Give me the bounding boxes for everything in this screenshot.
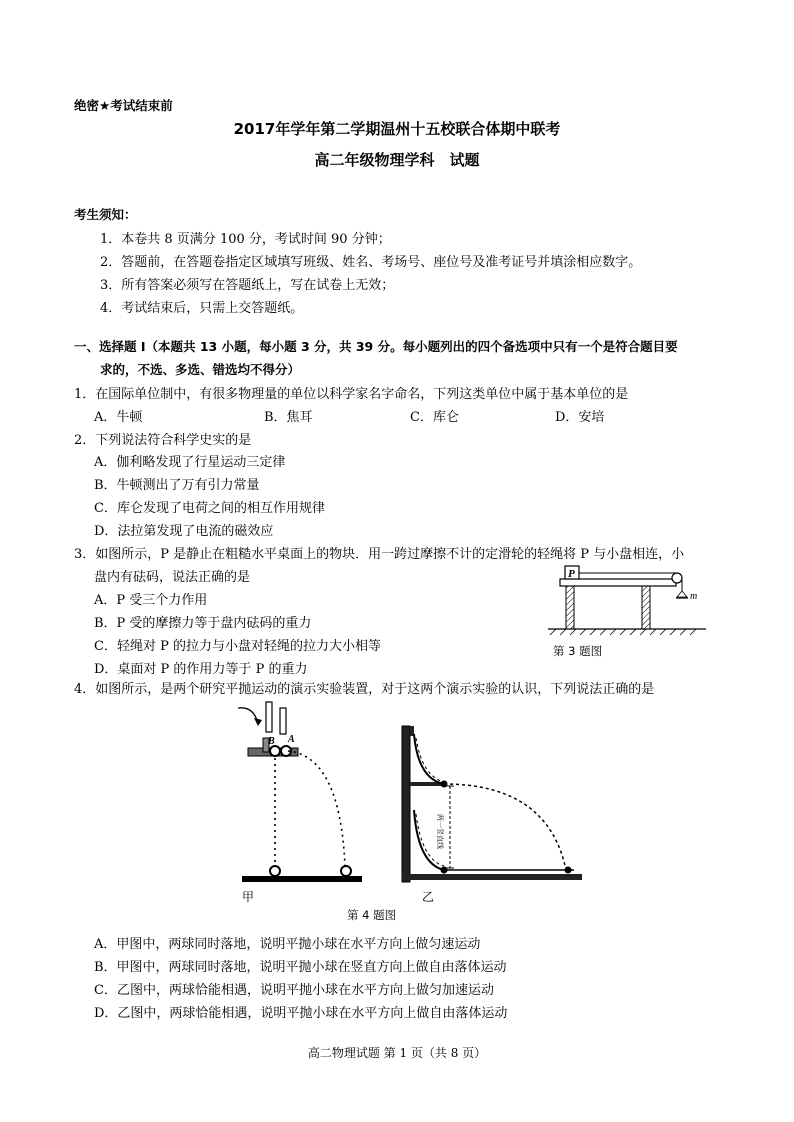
notice-item: 2．答题前，在答题卷指定区域填写班级、姓名、考场号、座位号及准考证号并填涂相应数字。 xyxy=(100,255,642,270)
q1-option-b: B．焦耳 xyxy=(264,410,313,425)
pulley xyxy=(672,573,682,583)
question-3-stem-cont: 盘内有砝码，说法正确的是 xyxy=(94,570,251,585)
label-b: B xyxy=(268,736,275,747)
q2-option-a: A．伽利略发现了行星运动三定律 xyxy=(94,455,286,470)
section-heading-cont: 求的，不选、多选、错选均不得分） xyxy=(100,362,301,377)
q3-option-b: B．P 受的摩擦力等于盘内砝码的重力 xyxy=(94,616,312,631)
q4-figure-caption: 第 4 题图 xyxy=(347,908,397,922)
q2-option-b: B．牛顿测出了万有引力常量 xyxy=(94,478,260,493)
q3-option-a: A．P 受三个力作用 xyxy=(94,593,208,608)
label-m: m xyxy=(690,591,698,602)
q2-option-d: D．法拉第发现了电流的磁效应 xyxy=(94,524,274,539)
q1-option-a: A．牛顿 xyxy=(94,410,143,425)
exam-title: 2017年学年第二学期温州十五校联合体期中联考 xyxy=(233,120,561,138)
label-a: A xyxy=(288,734,295,745)
notice-item: 3．所有答案必须写在答题纸上，写在试卷上无效； xyxy=(100,278,395,293)
q3-option-c: C．轻绳对 P 的拉力与小盘对轻绳的拉力大小相等 xyxy=(94,639,381,654)
secret-label: 绝密★考试结束前 xyxy=(74,98,173,113)
label-p: P xyxy=(568,568,575,580)
question-3-stem: 3．如图所示，P 是静止在粗糙水平桌面上的物块．用一跨过摩擦不计的定滑轮的轻绳将 P 与小盘相连，小 xyxy=(74,547,685,562)
q4-option-d: D．乙图中，两球恰能相遇，说明平抛小球在水平方向上做自由落体运动 xyxy=(94,1006,508,1021)
vertical-text: 两一竖直线 xyxy=(436,814,444,849)
exam-subtitle: 高二年级物理学科 试题 xyxy=(314,151,480,169)
q3-option-d: D．桌面对 P 的作用力等于 P 的重力 xyxy=(94,662,308,677)
notice-heading: 考生须知： xyxy=(74,207,137,222)
section-heading: 一、选择题 I（本题共 13 小题，每小题 3 分，共 39 分。每小题列出的四个备选项中只有一个是符合题目要 xyxy=(74,339,678,354)
q4-option-c: C．乙图中，两球恰能相遇，说明平抛小球在水平方向上做匀加速运动 xyxy=(94,983,494,998)
q4-option-a: A．甲图中，两球同时落地，说明平抛小球在水平方向上做匀速运动 xyxy=(94,937,481,952)
q2-option-c: C．库仑发现了电荷之间的相互作用规律 xyxy=(94,501,325,516)
q3-figure xyxy=(540,563,710,639)
q1-option-d: D．安培 xyxy=(555,410,605,425)
question-2-stem: 2．下列说法符合科学史实的是 xyxy=(74,433,252,448)
notice-item: 1．本卷共 8 页满分 100 分，考试时间 90 分钟； xyxy=(100,232,391,247)
label-jia: 甲 xyxy=(242,890,255,904)
page-footer: 高二物理试题 第 1 页（共 8 页） xyxy=(307,1046,487,1060)
q1-option-c: C．库仑 xyxy=(410,410,459,425)
q4-option-b: B．甲图中，两球同时落地，说明平抛小球在竖直方向上做自由落体运动 xyxy=(94,960,507,975)
q3-figure-caption: 第 3 题图 xyxy=(553,644,603,658)
q4-figure-left xyxy=(228,700,378,886)
question-1-stem: 1．在国际单位制中，有很多物理量的单位以科学家名字命名，下列这类单位中属于基本单位的是 xyxy=(74,387,629,402)
q4-figure-right xyxy=(398,724,588,884)
notice-item: 4．考试结束后，只需上交答题纸。 xyxy=(100,301,304,316)
question-4-stem: 4．如图所示，是两个研究平抛运动的演示实验装置，对于这两个演示实验的认识，下列说法正确的是 xyxy=(74,682,655,697)
label-yi: 乙 xyxy=(422,890,435,904)
